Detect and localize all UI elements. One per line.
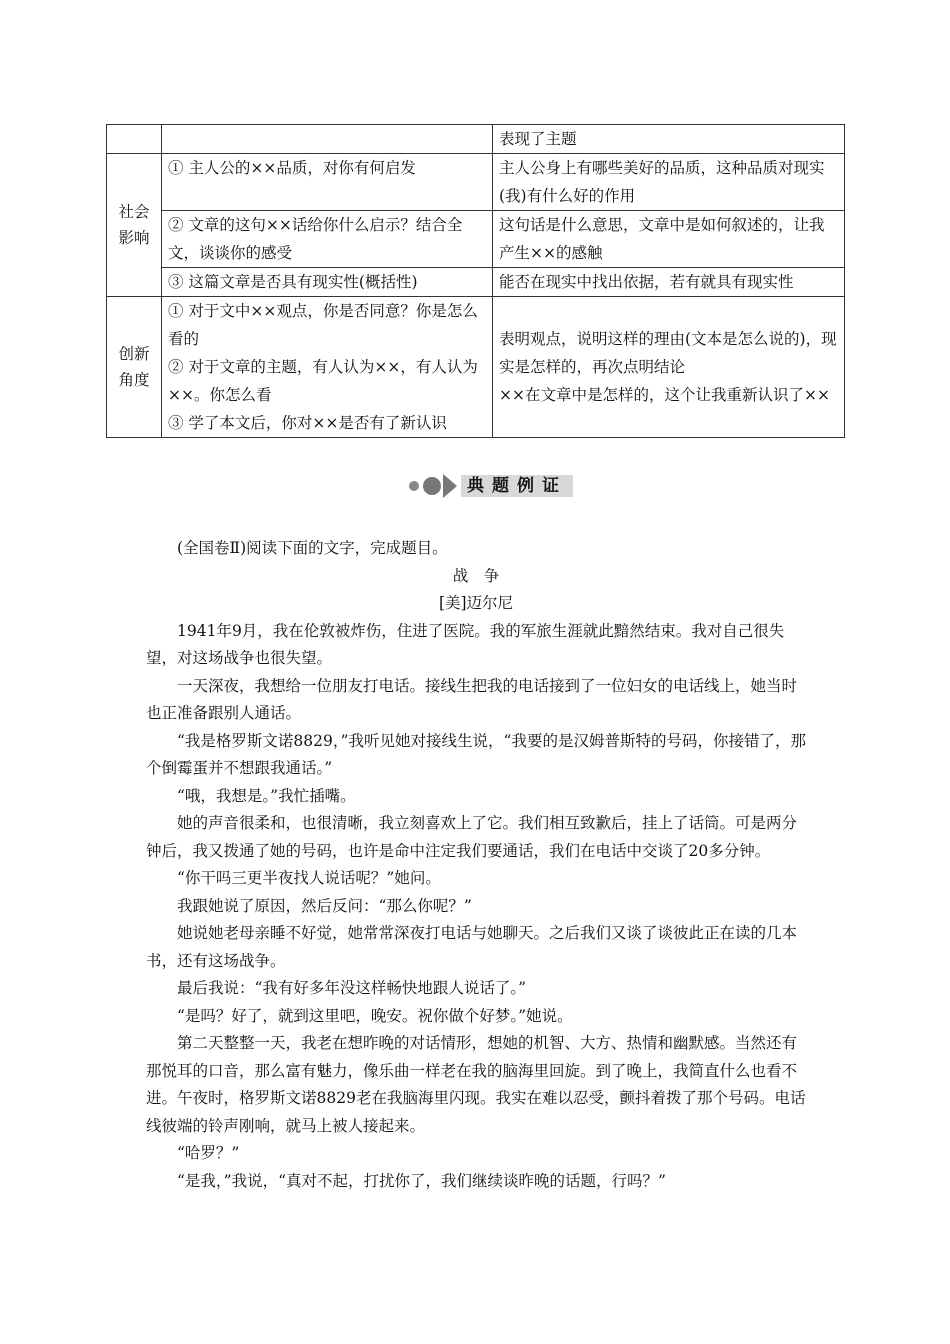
- answer-cell: [493, 297, 845, 438]
- paragraph: 她的声音很柔和，也很清晰，我立刻喜欢上了它。我们相互致歉后，挂上了话筒。可是两分钟后，我又拨通了她的号码，也许是命中注定我们要通话，我们在电话中交谈了20多分钟。: [146, 814, 798, 860]
- answer-line: ××在文章中是怎样的，这个让我重新认识了××: [499, 386, 830, 404]
- paragraph: “我是格罗斯文诺8829，”我听见她对接线生说，“我要的是汉姆普斯特的号码，你接错了，那个倒霉蛋并不想跟我通话。”: [146, 731, 806, 777]
- article-intro: (全国卷Ⅱ)阅读下面的文字，完成题目。: [177, 539, 448, 557]
- paragraph: 我跟她说了原因，然后反问：“那么你呢？”: [177, 896, 472, 915]
- article-author: [美]迈尔尼: [438, 594, 514, 612]
- question-line: ① 对于文中××观点，你是否同意？你是怎么看的: [168, 302, 478, 348]
- answer-cell: 主人公身上有哪些美好的品质，这种品质对现实(我)有什么好的作用: [493, 154, 845, 211]
- question-line: ② 对于文章的主题，有人认为××，有人认为××。你怎么看: [168, 358, 478, 404]
- paragraph: “你干吗三更半夜找人说话呢？”她问。: [177, 869, 441, 887]
- article-title: 战 争: [452, 566, 500, 585]
- table-row: [107, 211, 845, 268]
- answer-guide-table: [106, 124, 845, 438]
- paragraph: “哦，我想是。”我忙插嘴。: [177, 786, 356, 805]
- answer-cell: 能否在现实中找出依据，若有就具有现实性: [493, 268, 845, 297]
- category-cell: [107, 125, 162, 154]
- paragraph: 1941年9月，我在伦敦被炸伤，住进了医院。我的军旅生涯就此黯然结束。我对自己很失望，对这场战争也很失望。: [146, 621, 785, 667]
- article: [146, 535, 806, 1195]
- paragraph: 最后我说：“我有好多年没这样畅快地跟人说话了。”: [177, 979, 527, 997]
- answer-line: 表明观点，说明这样的理由(文本是怎么说的)，现实是怎样的，再次点明结论: [499, 330, 837, 376]
- category-cell: 创新角度: [107, 297, 162, 438]
- category-cell: 社会影响: [107, 154, 162, 297]
- table-row: [107, 125, 845, 154]
- paragraph: 她说她老母亲睡不好觉，她常常深夜打电话与她聊天。之后我们又谈了谈彼此正在读的几本书，还有这场战争。: [146, 924, 798, 970]
- question-cell: [162, 297, 493, 438]
- question-cell: ① 主人公的××品质，对你有何启发: [162, 154, 493, 211]
- section-banner: [409, 471, 573, 501]
- large-dot-icon: [423, 477, 441, 495]
- question-cell: [162, 125, 493, 154]
- table-row: [107, 297, 845, 438]
- question-line: ③ 学了本文后，你对××是否有了新认识: [168, 414, 447, 432]
- question-cell: ③ 这篇文章是否具有现实性(概括性): [162, 268, 493, 297]
- paragraph: 第二天整整一天，我老在想昨晚的对话情形，想她的机智、大方、热情和幽默感。当然还有那悦耳的口音，那么富有魅力，像乐曲一样老在我的脑海里回旋。到了晚上，我简直什么也看不进。午夜时，格罗斯文诺8829老在我脑海里闪现。我实在难以忍受，颤抖着拨了那个号码。电话线彼端的铃声刚响，就马上被人接起来。: [146, 1034, 806, 1135]
- answer-cell: 表现了主题: [493, 125, 845, 154]
- question-cell: ② 文章的这句××话给你什么启示？结合全文，谈谈你的感受: [162, 211, 493, 268]
- paragraph: “哈罗？”: [177, 1144, 240, 1162]
- paragraph: “是吗？好了，就到这里吧，晚安。祝你做个好梦。”她说。: [177, 1006, 573, 1025]
- table-row: [107, 154, 845, 211]
- table-row: [107, 268, 845, 297]
- small-dot-icon: [409, 481, 419, 491]
- answer-cell: 这句话是什么意思，文章中是如何叙述的，让我产生××的感触: [493, 211, 845, 268]
- arrow-icon: [443, 474, 457, 498]
- banner-title: 典题例证: [461, 475, 573, 497]
- paragraph: 一天深夜，我想给一位朋友打电话。接线生把我的电话接到了一位妇女的电话线上，她当时也正准备跟别人通话。: [146, 676, 798, 722]
- paragraph: “是我，”我说，“真对不起，打扰你了，我们继续谈昨晚的话题，行吗？”: [177, 1171, 666, 1190]
